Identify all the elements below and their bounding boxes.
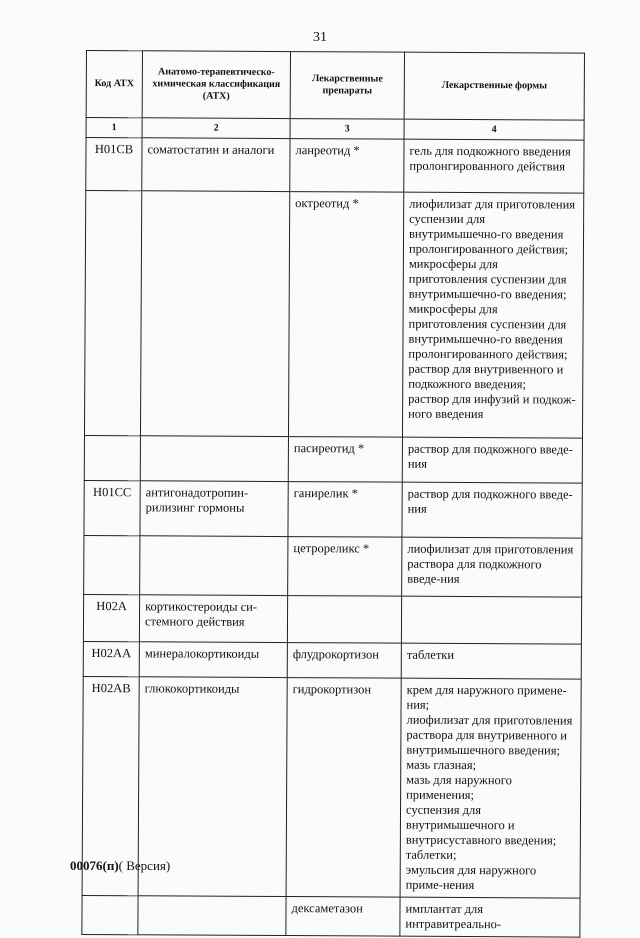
header-atc: Анатомо-терапевтическо-химическая классификация (АТХ) bbox=[142, 51, 290, 119]
dosage-forms-list bbox=[408, 442, 577, 473]
dosage-form-item: таблетки; bbox=[405, 847, 457, 862]
atc-table bbox=[81, 50, 585, 938]
table-header-row bbox=[86, 51, 584, 121]
dosage-form-item: лиофилизат для приготовления суспензии для внутримышечно-го введения пролонгированного действия; bbox=[408, 196, 576, 257]
page-number: 31 bbox=[313, 30, 327, 45]
table-row bbox=[84, 535, 582, 597]
dosage-form-item: имплантат для интравитреально- bbox=[405, 901, 502, 932]
drug-cell: дексаметазон bbox=[286, 897, 400, 937]
table-row bbox=[86, 138, 584, 194]
atc-code-cell: H01CB bbox=[86, 138, 142, 191]
dosage-forms-cell bbox=[402, 482, 582, 538]
dosage-form-item: микросферы для приготовления суспензии для внутримышечно-го введения; bbox=[408, 256, 567, 302]
header-drugs: Лекарственные препараты bbox=[290, 52, 404, 120]
atc-class-cell: антигонадотропин-рилизинг гормоны bbox=[140, 481, 288, 537]
dosage-form-item: раствор для инфузий и подкож-ного введения bbox=[408, 391, 576, 422]
drug-cell: ганирелик * bbox=[288, 482, 402, 538]
dosage-forms-list bbox=[408, 487, 577, 518]
dosage-forms-list bbox=[407, 542, 576, 588]
dosage-forms-list bbox=[406, 683, 576, 894]
drug-cell bbox=[287, 596, 401, 644]
dosage-forms-list bbox=[408, 197, 578, 423]
atc-code-cell: H01CC bbox=[84, 480, 140, 535]
dosage-form-item: раствор для подкожного введе-ния bbox=[407, 486, 573, 516]
column-number: 4 bbox=[404, 119, 584, 140]
dosage-form-item: раствор для внутривенного и подкожного введения; bbox=[408, 361, 564, 392]
atc-class-cell: соматостатин и аналоги bbox=[142, 138, 290, 192]
atc-code-cell: H02A bbox=[83, 594, 139, 641]
column-number: 1 bbox=[86, 118, 142, 138]
header-forms: Лекарственные формы bbox=[404, 52, 584, 120]
atc-code-cell bbox=[84, 191, 141, 436]
dosage-form-item: лиофилизат для приготовления раствора для подкожного введе-ния bbox=[407, 541, 574, 586]
column-number: 2 bbox=[142, 118, 290, 139]
table-row bbox=[82, 895, 580, 937]
table-row bbox=[83, 594, 581, 644]
drug-cell: октреотид * bbox=[288, 192, 403, 438]
atc-class-cell bbox=[138, 896, 286, 936]
atc-code-cell: H02AB bbox=[82, 676, 139, 895]
drug-cell: гидрокортизон bbox=[286, 678, 401, 898]
table-row bbox=[84, 435, 582, 483]
dosage-form-item: раствор для подкожного введе-ния bbox=[407, 441, 573, 471]
dosage-forms-list bbox=[407, 648, 576, 664]
dosage-form-item: лиофилизат для приготовления раствора для внутривенного и внутримышечного введения; bbox=[406, 712, 573, 758]
document-id: 00076(п) bbox=[70, 858, 119, 873]
dosage-form-item: крем для наружного примене-ния; bbox=[406, 682, 567, 712]
atc-code-cell: H02AA bbox=[83, 641, 139, 676]
atc-code-cell bbox=[82, 895, 138, 934]
drug-cell: пасиреотид * bbox=[288, 437, 402, 483]
dosage-form-item: гель для подкожного введения пролонгированного действия bbox=[409, 143, 571, 174]
atc-class-cell: глюкокортикоиды bbox=[138, 677, 287, 897]
table-row bbox=[84, 480, 582, 538]
atc-class-cell: кортикостероиды си-стемного действия bbox=[139, 595, 287, 643]
dosage-forms-list bbox=[407, 601, 576, 602]
drug-cell: ланреотид * bbox=[290, 139, 404, 193]
drug-cell: цетрореликс * bbox=[288, 537, 402, 597]
dosage-forms-cell bbox=[400, 897, 580, 937]
dosage-forms-cell bbox=[400, 678, 581, 898]
atc-code-cell bbox=[84, 435, 140, 480]
drug-cell: флудрокортизон bbox=[287, 643, 401, 679]
dosage-forms-cell bbox=[401, 596, 581, 644]
version-label: ( Версия) bbox=[118, 858, 171, 873]
table-row bbox=[84, 191, 583, 439]
dosage-forms-cell bbox=[402, 192, 583, 438]
footer bbox=[70, 858, 170, 874]
dosage-form-item: мазь для наружного применения; bbox=[406, 772, 512, 803]
dosage-form-item: суспензия для внутримышечного и внутрисуставного введения; bbox=[405, 802, 557, 848]
dosage-forms-cell bbox=[402, 537, 582, 597]
dosage-form-item: микросферы для приготовления суспензии для внутримышечно-го введения пролонгированного действия; bbox=[408, 301, 568, 362]
column-number-row bbox=[86, 118, 584, 141]
dosage-form-item: таблетки bbox=[406, 647, 455, 662]
dosage-forms-cell bbox=[402, 437, 582, 483]
atc-class-cell: минералокортикоиды bbox=[139, 642, 287, 678]
dosage-forms-cell bbox=[401, 643, 581, 679]
dosage-form-item: эмульсия для наружного приме-нения bbox=[405, 862, 537, 893]
atc-code-cell bbox=[84, 535, 140, 594]
dosage-forms-list bbox=[409, 144, 578, 175]
atc-class-cell bbox=[140, 536, 288, 596]
dosage-forms-cell bbox=[404, 139, 584, 193]
dosage-form-item: мазь глазная; bbox=[406, 757, 477, 773]
atc-class-cell bbox=[140, 436, 288, 482]
header-code: Код АТХ bbox=[86, 51, 142, 118]
atc-class-cell bbox=[140, 191, 289, 437]
table-body bbox=[82, 138, 584, 938]
column-number: 3 bbox=[290, 119, 404, 140]
table-row bbox=[83, 641, 581, 679]
dosage-forms-list bbox=[405, 902, 574, 933]
